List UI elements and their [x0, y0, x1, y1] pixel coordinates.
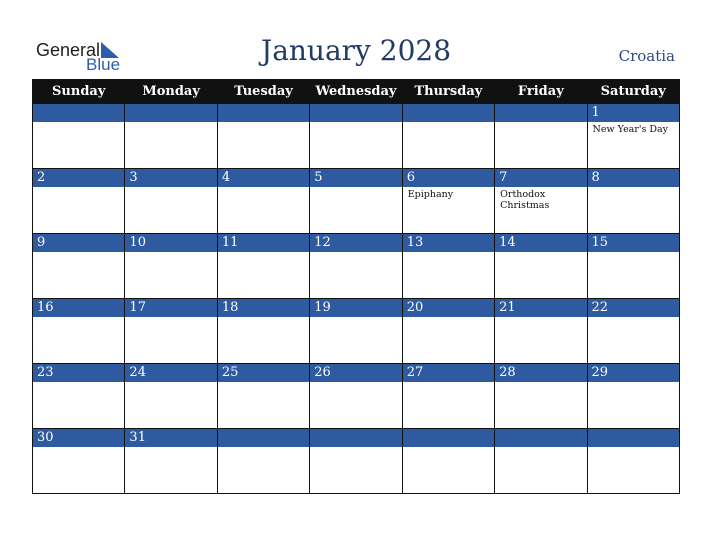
day-number: 31: [125, 429, 216, 447]
calendar-grid: [32, 79, 680, 494]
day-number: 1: [588, 104, 679, 122]
day-number: 17: [125, 299, 216, 317]
holiday-label: [403, 122, 494, 124]
day-cell[interactable]: [125, 104, 217, 169]
day-number: 8: [588, 169, 679, 187]
day-cell[interactable]: [217, 429, 309, 494]
holiday-label: [403, 447, 494, 449]
weekday-header: Saturday: [587, 80, 679, 104]
holiday-label: [588, 447, 679, 449]
day-cell[interactable]: [33, 299, 125, 364]
holiday-label: [33, 382, 124, 384]
holiday-label: [125, 317, 216, 319]
day-number: 9: [33, 234, 124, 252]
day-number: 22: [588, 299, 679, 317]
day-cell[interactable]: [33, 169, 125, 234]
day-number: 13: [403, 234, 494, 252]
day-cell[interactable]: [310, 429, 402, 494]
day-number: 5: [310, 169, 401, 187]
day-number: [495, 429, 586, 447]
day-number: 30: [33, 429, 124, 447]
day-number: 27: [403, 364, 494, 382]
day-cell[interactable]: [495, 299, 587, 364]
holiday-label: [495, 447, 586, 449]
weekday-header: Friday: [495, 80, 587, 104]
day-cell[interactable]: [217, 234, 309, 299]
weekday-header: Monday: [125, 80, 217, 104]
day-number: [310, 429, 401, 447]
day-number: [125, 104, 216, 122]
day-cell[interactable]: [217, 104, 309, 169]
calendar-body: [33, 104, 680, 494]
weekday-header: Wednesday: [310, 80, 402, 104]
day-number: 15: [588, 234, 679, 252]
holiday-label: [310, 382, 401, 384]
day-number: 10: [125, 234, 216, 252]
day-cell[interactable]: [125, 299, 217, 364]
holiday-label: [218, 317, 309, 319]
holiday-label: [125, 447, 216, 449]
holiday-label: [310, 447, 401, 449]
holiday-label: New Year's Day: [592, 124, 669, 135]
day-cell[interactable]: [310, 169, 402, 234]
country-label: Croatia: [618, 47, 675, 65]
day-number: 11: [218, 234, 309, 252]
day-number: [310, 104, 401, 122]
weekday-header-row: [33, 80, 680, 104]
day-number: 25: [218, 364, 309, 382]
weekday-header: Thursday: [402, 80, 494, 104]
day-cell[interactable]: [33, 429, 125, 494]
week-row: [33, 299, 680, 364]
day-cell[interactable]: [125, 169, 217, 234]
holiday-label: [33, 317, 124, 319]
day-cell[interactable]: [402, 234, 494, 299]
day-number: [218, 429, 309, 447]
day-number: 3: [125, 169, 216, 187]
logo-general-text: General: [36, 40, 101, 60]
day-cell[interactable]: [402, 364, 494, 429]
holiday-label: [33, 252, 124, 254]
holiday-label: [310, 252, 401, 254]
day-cell[interactable]: [495, 104, 587, 169]
day-cell[interactable]: [587, 169, 679, 234]
day-number: 21: [495, 299, 586, 317]
day-number: [495, 104, 586, 122]
holiday-label: [310, 187, 401, 189]
day-number: [588, 429, 679, 447]
day-number: 24: [125, 364, 216, 382]
holiday-label: [310, 122, 401, 124]
day-cell[interactable]: [587, 364, 679, 429]
day-number: 26: [310, 364, 401, 382]
holiday-label: [403, 252, 494, 254]
day-number: 23: [33, 364, 124, 382]
holiday-label: [588, 187, 679, 189]
week-row: [33, 169, 680, 234]
holiday-label: [218, 382, 309, 384]
day-number: 6: [403, 169, 494, 187]
day-cell[interactable]: [125, 364, 217, 429]
holiday-label: [495, 317, 586, 319]
holiday-label: [218, 447, 309, 449]
day-cell[interactable]: [402, 104, 494, 169]
day-cell[interactable]: [587, 104, 679, 169]
holiday-label: [495, 252, 586, 254]
day-number: [33, 104, 124, 122]
day-number: 7: [495, 169, 586, 187]
day-cell[interactable]: [217, 299, 309, 364]
day-number: 20: [403, 299, 494, 317]
week-row: [33, 364, 680, 429]
holiday-label: [33, 187, 124, 189]
holiday-label: [33, 122, 124, 124]
day-number: [218, 104, 309, 122]
holiday-label: Orthodox Christmas: [500, 189, 550, 211]
holiday-label: [125, 252, 216, 254]
holiday-label: [218, 122, 309, 124]
holiday-label: [125, 122, 216, 124]
day-cell[interactable]: [495, 234, 587, 299]
day-number: 18: [218, 299, 309, 317]
week-row: [33, 234, 680, 299]
day-cell[interactable]: [495, 364, 587, 429]
holiday-label: [218, 252, 309, 254]
day-cell[interactable]: [310, 104, 402, 169]
day-cell[interactable]: [33, 364, 125, 429]
day-number: 19: [310, 299, 401, 317]
week-row: [33, 104, 680, 169]
holiday-label: [218, 187, 309, 189]
day-cell[interactable]: [587, 299, 679, 364]
day-cell[interactable]: [310, 234, 402, 299]
day-number: 2: [33, 169, 124, 187]
week-row: [33, 429, 680, 494]
holiday-label: [403, 382, 494, 384]
holiday-label: [495, 382, 586, 384]
day-number: 4: [218, 169, 309, 187]
day-cell[interactable]: [217, 364, 309, 429]
holiday-label: [310, 317, 401, 319]
day-number: 14: [495, 234, 586, 252]
day-number: [403, 104, 494, 122]
day-cell[interactable]: [402, 169, 494, 234]
day-cell[interactable]: [33, 234, 125, 299]
day-cell[interactable]: [495, 169, 587, 234]
day-number: 29: [588, 364, 679, 382]
holiday-label: Epiphany: [407, 189, 454, 200]
day-cell[interactable]: [495, 429, 587, 494]
weekday-header: Tuesday: [217, 80, 309, 104]
day-cell[interactable]: [125, 429, 217, 494]
holiday-label: [403, 317, 494, 319]
page-title: January 2028: [260, 34, 452, 67]
day-cell[interactable]: [310, 364, 402, 429]
holiday-label: [125, 187, 216, 189]
day-cell[interactable]: [310, 299, 402, 364]
day-cell[interactable]: [217, 169, 309, 234]
day-number: [403, 429, 494, 447]
weekday-header: Sunday: [33, 80, 125, 104]
day-cell[interactable]: [587, 429, 679, 494]
holiday-label: [125, 382, 216, 384]
day-cell[interactable]: [402, 429, 494, 494]
day-cell[interactable]: [587, 234, 679, 299]
day-number: 28: [495, 364, 586, 382]
holiday-label: [588, 252, 679, 254]
day-cell[interactable]: [402, 299, 494, 364]
day-cell[interactable]: [125, 234, 217, 299]
day-number: 16: [33, 299, 124, 317]
holiday-label: [588, 382, 679, 384]
holiday-label: [495, 122, 586, 124]
day-cell[interactable]: [33, 104, 125, 169]
holiday-label: [588, 317, 679, 319]
day-number: 12: [310, 234, 401, 252]
holiday-label: [33, 447, 124, 449]
logo-blue-text: Blue: [86, 55, 121, 74]
